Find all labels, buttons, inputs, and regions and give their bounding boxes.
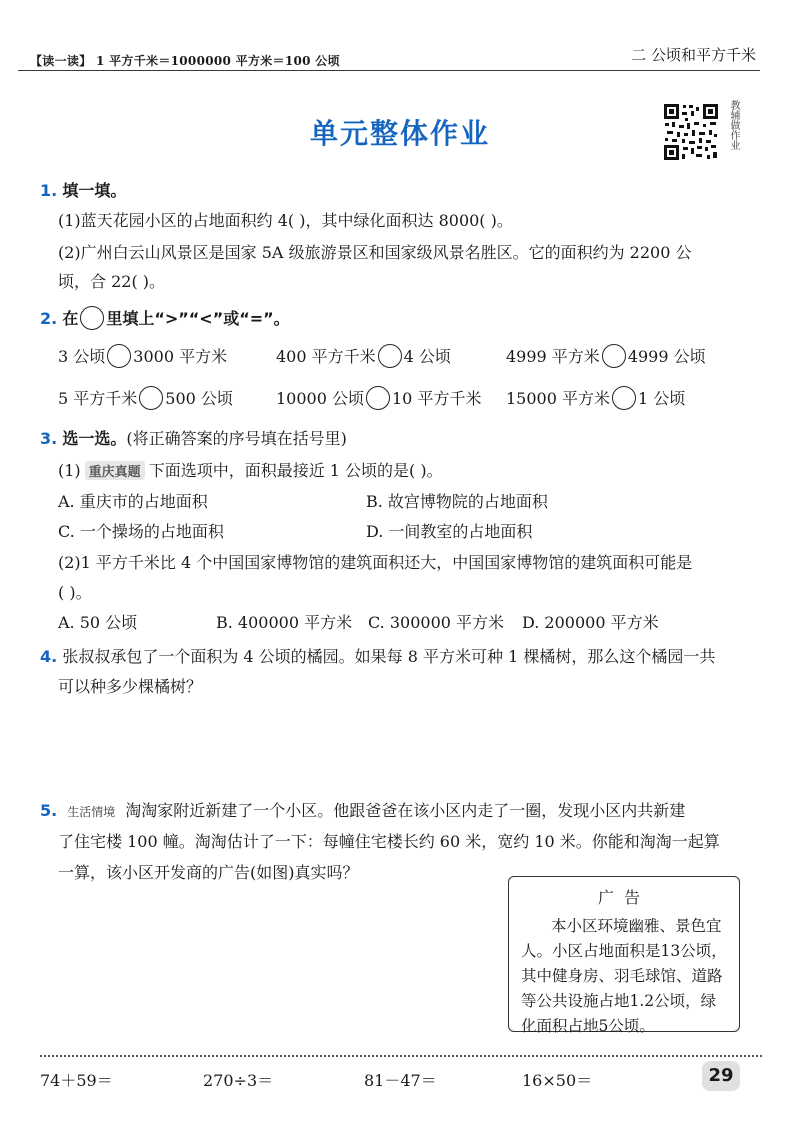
q4-line-2: 可以种多少棵橘树？: [58, 677, 203, 696]
q3-title: 选一选。: [62, 429, 127, 448]
q2-item-6-right: 1 公顷: [638, 389, 686, 408]
q2-item-4-left: 5 平方千米: [58, 389, 138, 408]
page-number: 29: [702, 1061, 740, 1091]
q2-item-1: [58, 344, 227, 370]
top-bar: [18, 46, 760, 68]
q2-item-5-left: 10000 公顷: [276, 389, 364, 408]
q3-p2-option-c: C. 300000 平方米: [368, 613, 505, 632]
q4-number: 4.: [40, 647, 58, 666]
exam-tag: 重庆真题: [85, 461, 145, 480]
q2-item-3-left: 4999 平方米: [506, 347, 600, 366]
q3-heading: [40, 426, 347, 449]
q3-p2-option-d: D. 200000 平方米: [522, 613, 659, 632]
q1-title: 填一填。: [62, 181, 127, 200]
q3-note: (将正确答案的序号填在括号里): [126, 429, 347, 448]
q3-number: 3.: [40, 429, 58, 448]
answer-circle[interactable]: [612, 386, 636, 410]
header-divider: [18, 70, 760, 71]
footer-divider: [40, 1055, 762, 1057]
unit-label: 二 公顷和平方千米: [631, 46, 756, 64]
q3-option-c: C. 一个操场的占地面积: [58, 522, 224, 541]
q3-p2-option-b: B. 400000 平方米: [216, 613, 353, 632]
q4-line-1: [40, 644, 715, 667]
q5-line-3: 一算，该小区开发商的广告(如图)真实吗？: [58, 863, 359, 882]
answer-circle[interactable]: [139, 386, 163, 410]
q1-number: 1.: [40, 181, 58, 200]
q1-line-3: 顷，合 22( )。: [58, 272, 166, 291]
calc-4: 16×50＝: [522, 1071, 593, 1090]
ad-title: 广告: [597, 888, 650, 907]
q1-heading: [40, 178, 126, 201]
q3-option-d: D. 一间教室的占地面积: [366, 522, 533, 541]
q5-tag: 生活情境: [67, 805, 116, 819]
q2-heading: [40, 306, 290, 332]
answer-circle[interactable]: [107, 344, 131, 368]
q2-title-b: 里填上“>”“<”或“=”。: [106, 309, 290, 328]
q2-item-2-left: 400 平方千米: [276, 347, 376, 366]
q2-item-5-right: 10 平方千米: [392, 389, 482, 408]
q1-line-1: (1)蓝天花园小区的占地面积约 4( )，其中绿化面积达 8000( )。: [58, 211, 513, 230]
calc-3: 81－47＝: [364, 1071, 437, 1090]
read-tip: [30, 52, 340, 69]
q3-p2-option-a: A. 50 公顷: [58, 613, 138, 632]
q3-option-a: A. 重庆市的占地面积: [58, 492, 208, 511]
q2-item-6: [506, 386, 685, 412]
read-tip-tag: 【读一读】: [30, 54, 92, 68]
q2-item-3-right: 4999 公顷: [627, 347, 706, 366]
q1-line-2: (2)广州白云山风景区是国家 5A 级旅游景区和国家级风景名胜区。它的面积约为 2200 公: [58, 243, 692, 262]
q5-text-1: 淘淘家附近新建了一个小区。他跟爸爸在该小区内走了一圈，发现小区内共新建: [125, 801, 686, 820]
q2-item-1-right: 3000 平方米: [133, 347, 228, 366]
advertisement-box: [508, 876, 740, 1035]
q2-item-4: [58, 386, 233, 412]
read-tip-text: 1 平方千米＝1000000 平方米＝100 公顷: [96, 54, 340, 68]
q3-part-1: [58, 458, 443, 481]
q3-part-1-text: 下面选项中，面积最接近 1 公顷的是( )。: [148, 461, 443, 480]
q2-title-a: 在: [62, 309, 79, 328]
answer-circle[interactable]: [366, 386, 390, 410]
answer-circle[interactable]: [378, 344, 402, 368]
q5-number: 5.: [40, 801, 58, 820]
circle-icon: [80, 306, 104, 330]
calc-1: 74＋59＝: [40, 1071, 113, 1090]
answer-circle[interactable]: [602, 344, 626, 368]
q2-item-2: [276, 344, 451, 370]
q2-item-2-right: 4 公顷: [403, 347, 451, 366]
page-title: 单元整体作业: [309, 117, 490, 150]
q5-line-1: [40, 798, 685, 821]
q2-item-4-right: 500 公顷: [165, 389, 233, 408]
q5-line-2: 了住宅楼 100 幢。淘淘估计了一下：每幢住宅楼长约 60 米，宽约 10 米。你能和淘淘一起算: [58, 832, 720, 851]
q3-part-1-prefix: (1): [58, 461, 81, 480]
qr-caption: 教辅做作业: [728, 100, 739, 150]
q2-item-5: [276, 386, 481, 412]
q2-item-1-left: 3 公顷: [58, 347, 106, 366]
q2-item-3: [506, 344, 706, 370]
qr-code-icon[interactable]: [663, 103, 719, 161]
ad-body: 本小区环境幽雅、景色宜人。小区占地面积是13公顷，其中健身房、羽毛球馆、道路等公共设施占地1.2公顷，绿化面积占地5公顷。: [521, 917, 727, 1035]
q3-part-2-line-2: ( )。: [58, 583, 92, 602]
q2-number: 2.: [40, 309, 58, 328]
q4-text-1: 张叔叔承包了一个面积为 4 公顷的橘园。如果每 8 平方米可种 1 棵橘树，那么这个橘园一共: [62, 647, 716, 666]
calc-2: 270÷3＝: [203, 1071, 274, 1090]
q3-part-2-line-1: (2)1 平方千米比 4 个中国国家博物馆的建筑面积还大，中国国家博物馆的建筑面积可能是: [58, 553, 693, 572]
q2-item-6-left: 15000 平方米: [506, 389, 610, 408]
q3-option-b: B. 故宫博物院的占地面积: [366, 492, 548, 511]
